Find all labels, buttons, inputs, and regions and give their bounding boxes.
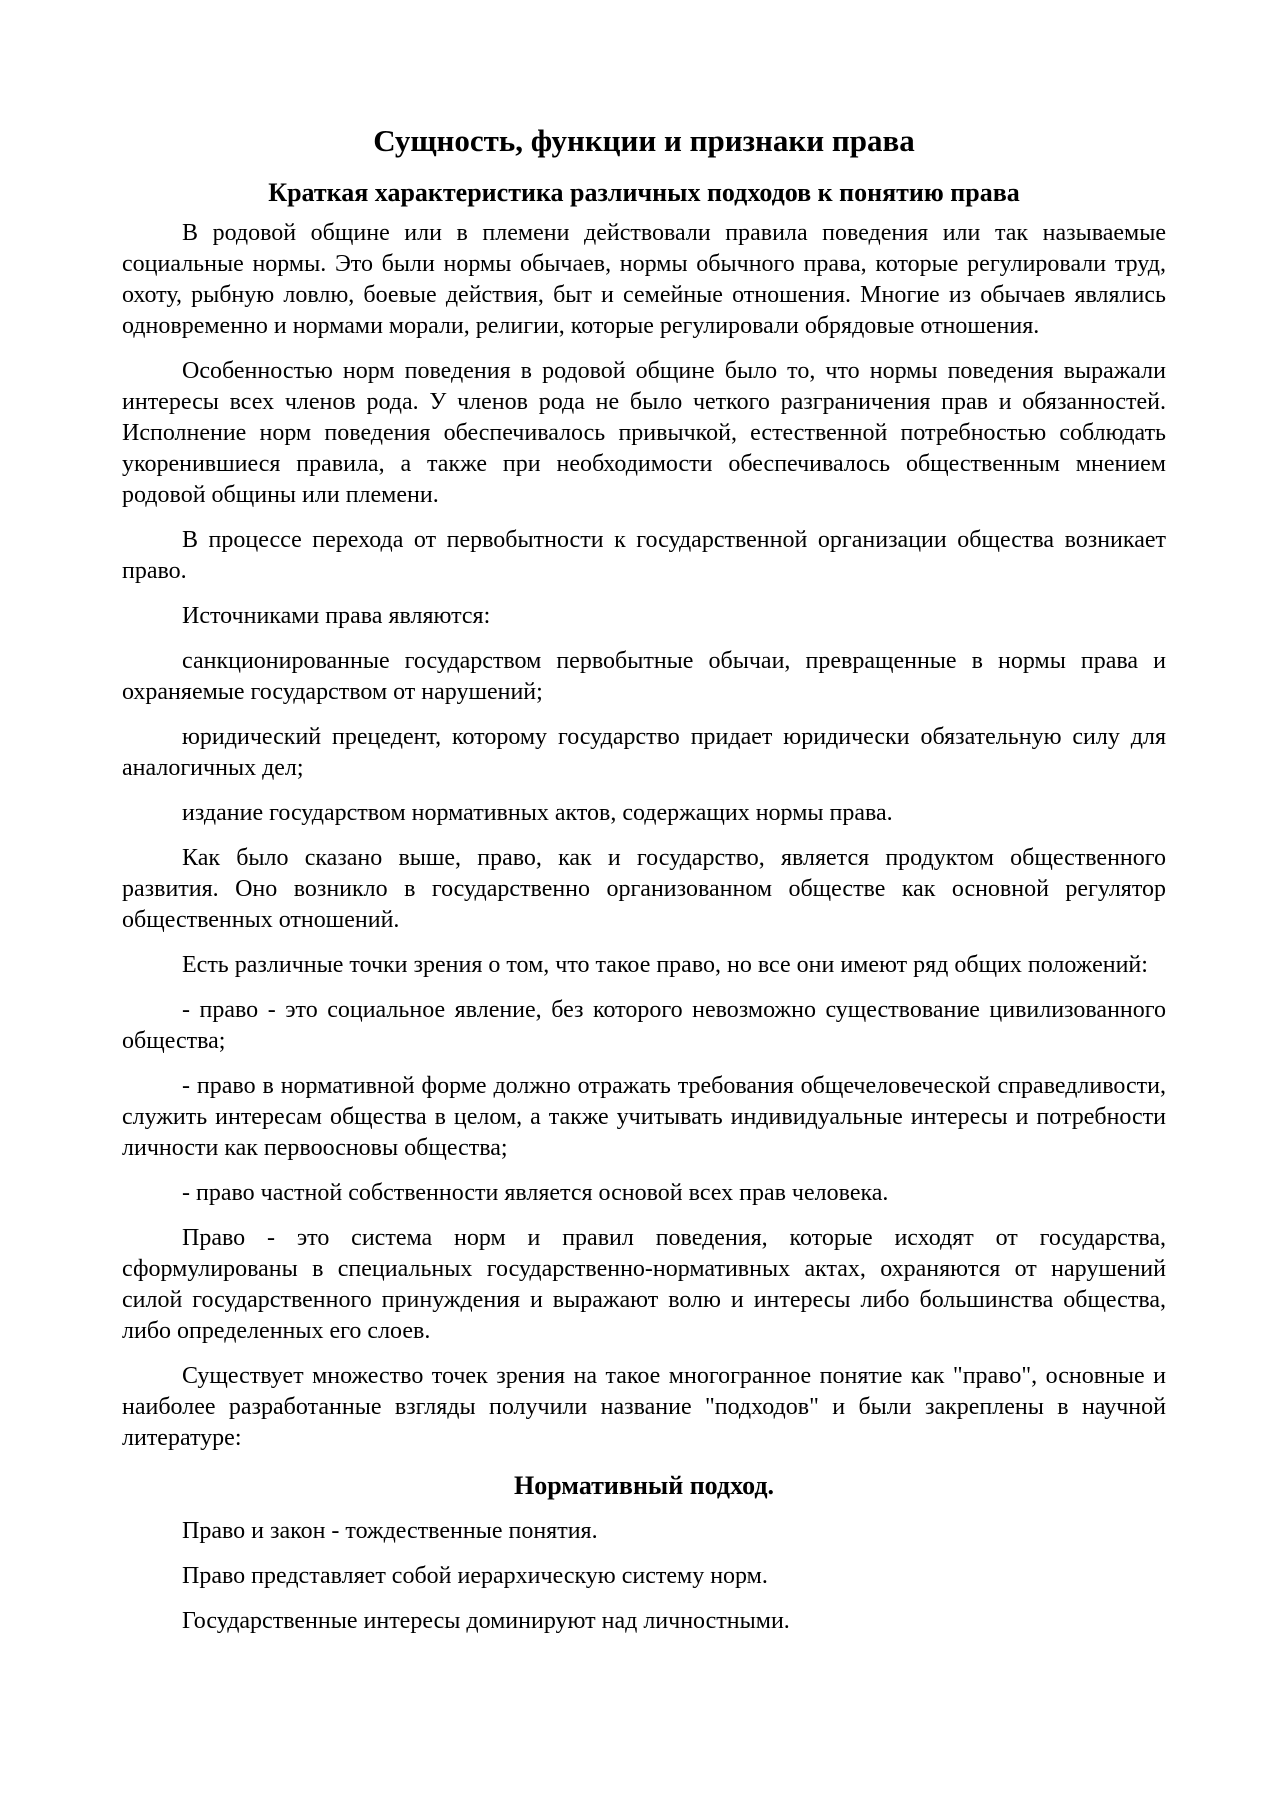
paragraph: Как было сказано выше, право, как и государство, является продуктом общественного развития. Оно возникло в государственно организованном обществе как основной регулятор общественных отношений.: [122, 845, 1166, 934]
paragraph: Существует множество точек зрения на такое многогранное понятие как "право", основные и наиболее разработанные взгляды получили название "подходов" и были закреплены в научной литературе:: [122, 1363, 1166, 1452]
document-subtitle: Краткая характеристика различных подходов к понятию права: [268, 178, 1020, 208]
document-title: Сущность, функции и признаки права: [373, 123, 915, 158]
section-paragraph: Государственные интересы доминируют над личностными.: [182, 1607, 790, 1634]
paragraph: Особенностью норм поведения в родовой общине было то, что нормы поведения выражали интересы всех членов рода. У членов рода не было четкого разграничения прав и обязанностей. Исполнение норм поведения обеспечивалось привычкой, естественной потребностью соблюдать укоренившиеся правила, а также при необходимости обеспечивалось общественным мнением родовой общины или племени.: [122, 358, 1166, 509]
paragraph: В процессе перехода от первобытности к государственной организации общества возникает право.: [122, 527, 1166, 585]
paragraph: издание государством нормативных актов, содержащих нормы права.: [182, 800, 893, 827]
paragraph: Есть различные точки зрения о том, что такое право, но все они имеют ряд общих положений:: [182, 952, 1148, 979]
paragraph: юридический прецедент, которому государство придает юридически обязательную силу для аналогичных дел;: [122, 724, 1166, 782]
paragraph: В родовой общине или в племени действовали правила поведения или так называемые социальные нормы. Это были нормы обычаев, нормы обычного права, которые регулировали труд, охоту, рыбную ловлю, боевые действия, быт и семейные отношения. Многие из обычаев являлись одновременно и нормами морали, религии, которые регулировали обрядовые отношения.: [122, 220, 1166, 340]
paragraph: - право в нормативной форме должно отражать требования общечеловеческой справедливости, служить интересам общества в целом, а также учитывать индивидуальные интересы и потребности личности как первоосновы общества;: [122, 1073, 1166, 1162]
paragraph: Источниками права являются:: [182, 603, 491, 630]
paragraph: санкционированные государством первобытные обычаи, превращенные в нормы права и охраняемые государством от нарушений;: [122, 648, 1166, 706]
section-heading: Нормативный подход.: [514, 1471, 774, 1501]
section-paragraph: Право и закон - тождественные понятия.: [182, 1517, 598, 1544]
paragraph: - право - это социальное явление, без которого невозможно существование цивилизованного общества;: [122, 997, 1166, 1055]
paragraph: - право частной собственности является основой всех прав человека.: [182, 1180, 889, 1207]
section-paragraph: Право представляет собой иерархическую систему норм.: [182, 1562, 768, 1589]
paragraph: Право - это система норм и правил поведения, которые исходят от государства, сформулированы в специальных государственно-нормативных актах, охраняются от нарушений силой государственного принуждения и выражают волю и интересы либо большинства общества, либо определенных его слоев.: [122, 1225, 1166, 1345]
